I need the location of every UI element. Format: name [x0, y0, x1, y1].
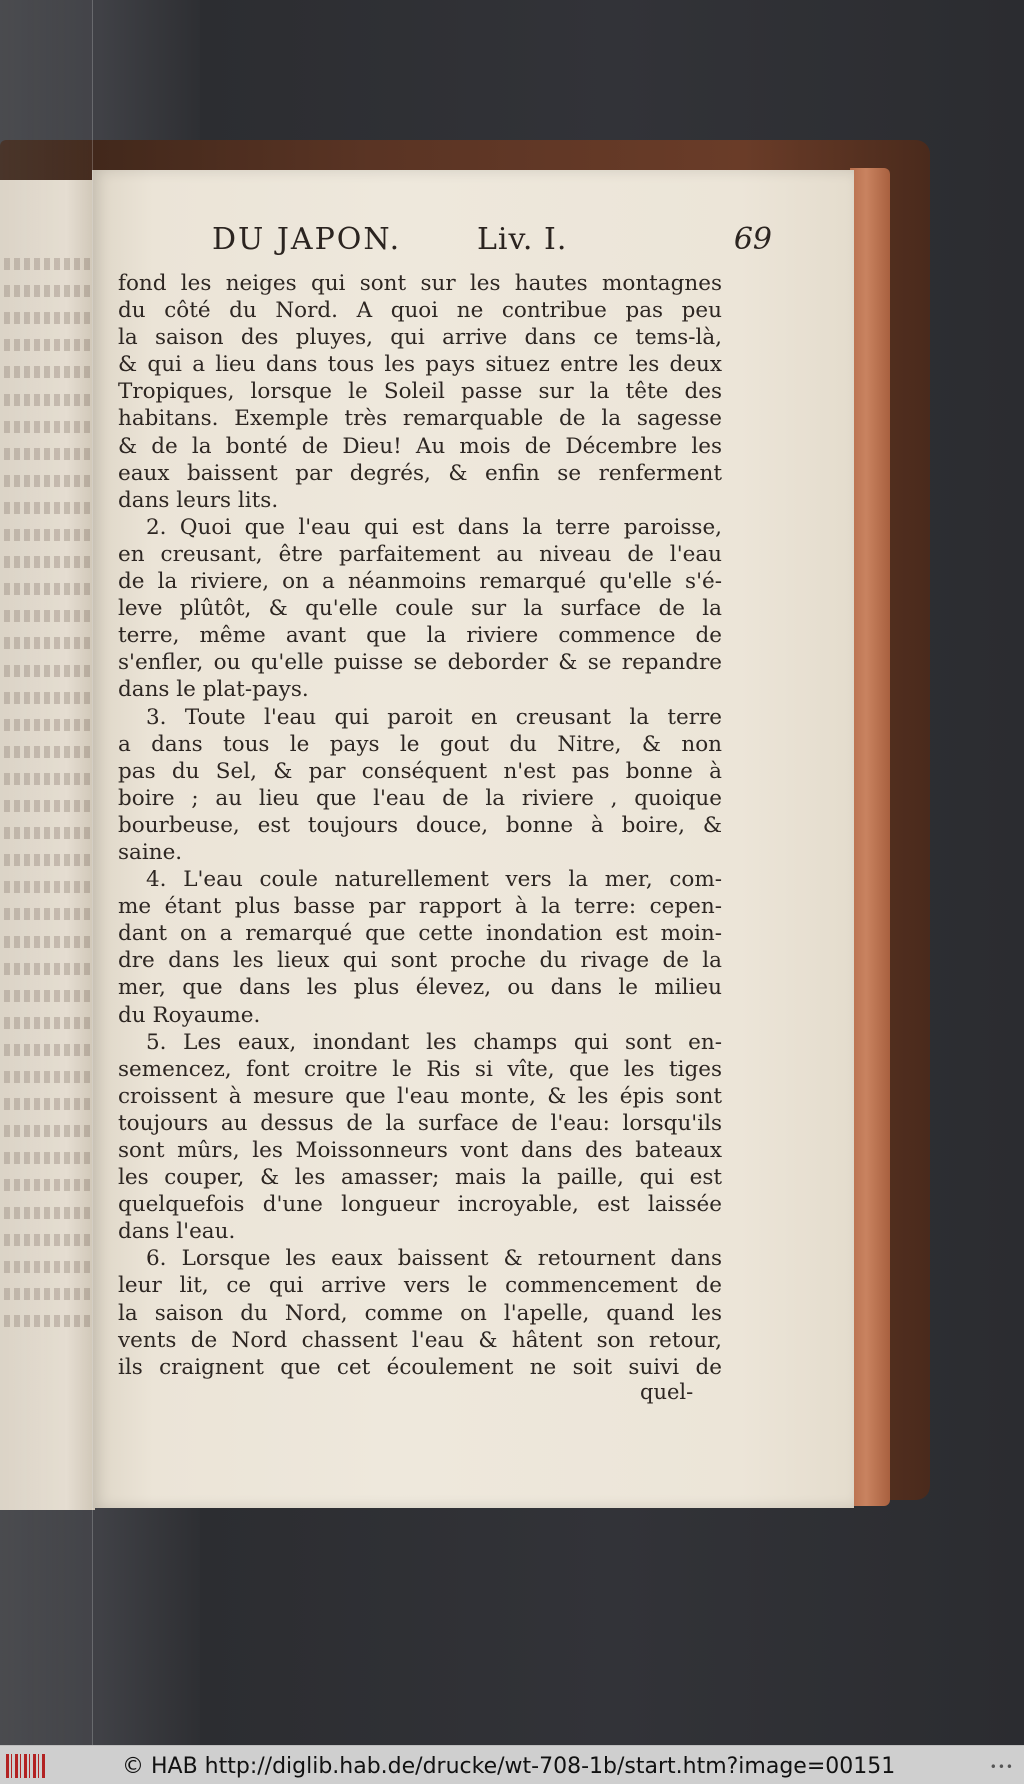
text-line: saine.	[118, 839, 183, 865]
text-line: ils craignent que cet écoulement ne soit suivi de	[118, 1354, 722, 1380]
text-line: bourbeuse, est toujours douce, bonne à boire, &	[118, 812, 722, 838]
text-line: semencez, font croitre le Ris si vîte, que les tiges	[118, 1056, 722, 1082]
header-title: DU JAPON.	[212, 222, 402, 257]
recto-page	[92, 170, 854, 1508]
glass-plate	[0, 0, 93, 1784]
text-line: la saison du Nord, comme on l'apelle, quand les	[118, 1300, 722, 1326]
text-line: 4. L'eau coule naturellement vers la mer, com-	[146, 867, 722, 893]
text-line: sont mûrs, les Moissonneurs vont dans des bateaux	[118, 1138, 722, 1163]
text-line: terre, même avant que la riviere commence de	[118, 623, 722, 649]
catchword: quel-	[640, 1380, 694, 1404]
body-text	[118, 270, 722, 1381]
text-line: Tropiques, lorsque le Soleil passe sur la tête des	[118, 379, 722, 405]
header-book: Liv. I.	[477, 222, 568, 257]
text-line: quelquefois d'une longueur incroyable, est laissée	[118, 1192, 722, 1218]
text-line: 5. Les eaux, inondant les champs qui sont en-	[146, 1029, 722, 1055]
text-line: dre dans les lieux qui sont proche du rivage de la	[118, 948, 722, 974]
running-header	[212, 222, 772, 262]
text-line: les couper, & les amasser; mais la paille, qui est	[118, 1165, 722, 1191]
source-url[interactable]: © HAB http://diglib.hab.de/drucke/wt-708-1b/start.htm?image=00151	[122, 1754, 896, 1779]
text-line: vents de Nord chassent l'eau & hâtent son retour,	[118, 1327, 722, 1353]
text-line: pas du Sel, & par conséquent n'est pas bonne à	[118, 758, 722, 784]
text-line: en creusant, être parfaitement au niveau de l'eau	[118, 541, 722, 567]
text-line: croissent à mesure que l'eau monte, & les épis sont	[118, 1083, 722, 1109]
text-line: habitans. Exemple très remarquable de la sagesse	[118, 406, 722, 432]
text-line: 2. Quoi que l'eau qui est dans la terre paroisse,	[146, 514, 722, 540]
text-line: la saison des pluyes, qui arrive dans ce tems-là,	[118, 325, 722, 351]
text-line: fond les neiges qui sont sur les hautes montagnes	[118, 271, 722, 296]
text-line: dans le plat-pays.	[118, 677, 309, 703]
text-line: dans leurs lits.	[118, 487, 279, 513]
text-line: & qui a lieu dans tous les pays situez entre les deux	[118, 352, 722, 378]
text-line: & de la bonté de Dieu! Au mois de Décembre les	[118, 433, 722, 459]
text-line: s'enfler, ou qu'elle puisse se deborder & se repandre	[118, 650, 722, 676]
text-line: boire ; au lieu que l'eau de la riviere , quoique	[118, 785, 722, 811]
text-line: 6. Lorsque les eaux baissent & retournent dans	[146, 1246, 722, 1272]
status-bar	[0, 1745, 1024, 1784]
text-line: eaux baissent par degrés, & enfin se renferment	[118, 460, 722, 486]
page-fore-edge	[850, 168, 890, 1506]
text-line: de la riviere, on a néanmoins remarqué qu'elle s'é-	[118, 569, 722, 595]
text-line: leve plûtôt, & qu'elle coule sur la surface de la	[118, 596, 722, 622]
text-line: mer, que dans les plus élevez, ou dans le milieu	[118, 975, 722, 1001]
text-line: dant on a remarqué que cette inondation est moin-	[118, 921, 722, 947]
text-line: me étant plus basse par rapport à la terre: cepen-	[118, 894, 722, 920]
barcode-icon	[6, 1754, 46, 1778]
text-line: leur lit, ce qui arrive vers le commencement de	[118, 1273, 722, 1299]
text-line: 3. Toute l'eau qui paroit en creusant la terre	[146, 704, 722, 730]
text-line: du côté du Nord. A quoi ne contribue pas peu	[118, 298, 722, 324]
text-line: du Royaume.	[118, 1002, 261, 1028]
dots-icon[interactable]: •••	[989, 1760, 1014, 1774]
text-line: toujours au dessus de la surface de l'eau: lorsqu'ils	[118, 1110, 722, 1136]
text-line: a dans tous le pays le gout du Nitre, & non	[118, 731, 722, 757]
text-line: dans l'eau.	[118, 1219, 236, 1245]
page-number: 69	[733, 222, 772, 257]
